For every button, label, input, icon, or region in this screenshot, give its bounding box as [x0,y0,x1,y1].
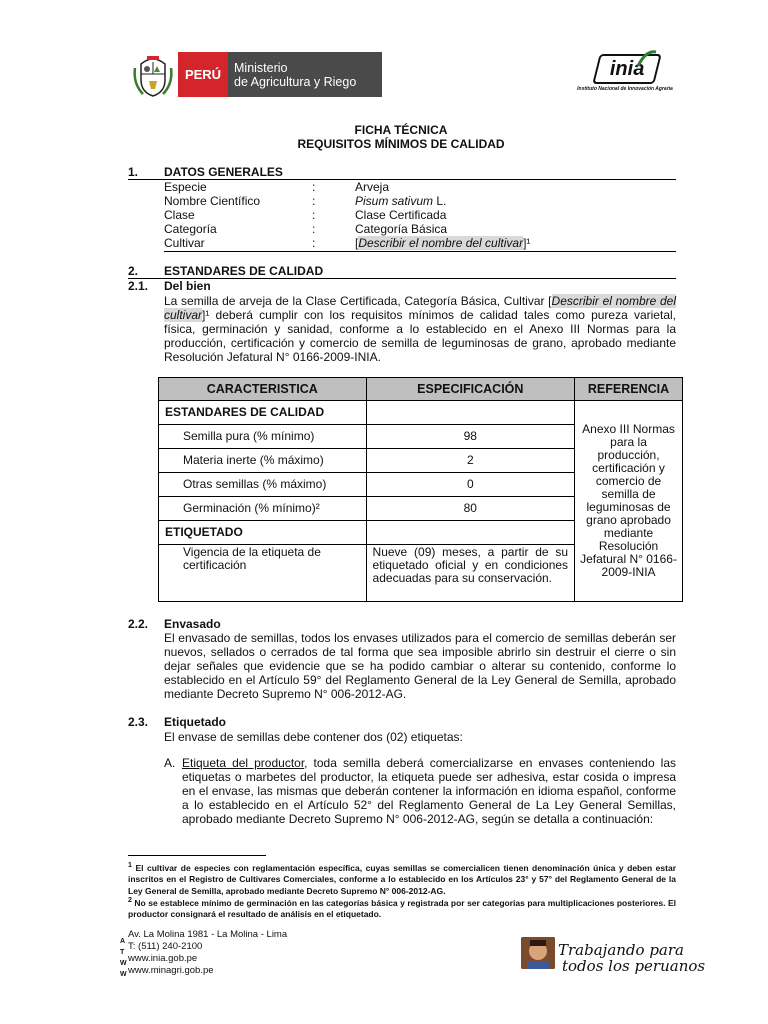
section-2-3-heading: Etiquetado [164,715,226,729]
scientific-name: Pisum sativum [355,194,434,208]
footnote-2 [128,895,676,921]
footnote-text: No se establece mínimo de germinación en las categorías básica y registrada por ser categorías para multiplicaciones posteriores. El productor consignará el resultado de análisis en el etiquetado. [128,897,676,920]
table-section-row [159,401,683,425]
footer-phone: T: (511) 240-2100 [128,941,203,952]
header-caracteristica: CARACTERISTICA [159,378,367,401]
ministry-line-1: Ministerio [234,61,288,75]
inia-subtitle: Instituto Nacional de Innovación Agraria [577,86,673,92]
data-label: Categoría [164,222,217,236]
section-1-number: 1. [128,165,139,179]
cultivar-placeholder[interactable]: Describir el nombre del cultivar [164,294,677,322]
data-label: Especie [164,180,207,194]
data-separator: : [312,180,316,194]
data-row-cultivar [164,236,684,250]
spec-cell: 0 [366,473,575,497]
footnote-separator [128,855,266,856]
footer-slogan [558,942,705,974]
section-2-2-heading: Envasado [164,617,221,631]
ministry-logo [178,52,382,97]
paragraph-text: La semilla de arveja de la Clase Certificada, Categoría Básica, Cultivar [ [164,294,552,308]
data-value [355,236,530,250]
section-2-1-number: 2.1. [128,279,149,293]
ministry-name [228,52,382,97]
section-2-3-number: 2.3. [128,715,149,729]
general-data-list [164,180,684,250]
margin-letter: T [120,949,125,956]
bracket-close: ]¹ [523,236,531,250]
empty-cell [366,521,575,545]
section-2-2-number: 2.2. [128,617,149,631]
paragraph-text: ]¹ deberá cumplir con los requisitos mínimos de calidad tales como pureza varietal, física, germinación y sanidad, conforme a lo establecido en el Anexo III Normas para la producción, certificación y comercio de semilla de leguminosas de grano, aprobado mediante Resolución Jefatural N° 0166-2009-INIA. [164,308,676,364]
peru-label: PERÚ [178,52,228,97]
data-value [355,194,446,208]
ministry-line-2: de Agricultura y Riego [234,75,357,89]
label-producer-title: Etiqueta del productor [182,756,305,770]
footnote-number: 1 [128,861,132,869]
section-2-1-paragraph [164,294,676,364]
section-1-bottom-rule [164,251,676,252]
footnote-1 [128,860,676,897]
data-value: Categoría Básica [355,222,448,236]
spec-cell: 80 [366,497,575,521]
spec-cell: 98 [366,425,575,449]
section-2-number: 2. [128,264,139,278]
child-photo [521,937,555,969]
scientific-author: L. [433,194,447,208]
characteristic-cell: Germinación (% mínimo)² [159,497,367,521]
data-separator: : [312,236,316,250]
footer-contact [128,929,287,977]
footer-web-minagri[interactable]: www.minagri.gob.pe [128,965,214,976]
header-referencia: REFERENCIA [575,378,683,401]
inia-swoosh [636,48,658,75]
item-a-paragraph [182,756,676,826]
peru-coat-of-arms [133,54,173,98]
cultivar-placeholder[interactable]: Describir el nombre del cultivar [358,236,524,250]
data-separator: : [312,222,316,236]
data-row-especie [164,180,684,194]
slogan-line-1: Trabajando para [558,941,684,959]
item-a-letter: A. [164,756,176,770]
section-1-heading: DATOS GENERALES [164,165,283,179]
title-line-1: FICHA TÉCNICA [354,123,448,137]
data-row-nombre-cientifico [164,194,684,208]
paragraph-text: , toda semilla deberá comercializarse en envases conteniendo las etiquetas o marbetes del productor, la etiqueta puede ser adhesiva, estar cosida o impresa en el envase, las mismas que deberán contener la información en idioma español, conforme a lo establecido en el Artículo 52° del Reglamento General de La Ley General Semillas, aprobado mediante Decreto Supremo N° 006-2012-AG, según se detalla a continuación: [182,756,677,826]
data-row-clase [164,208,684,222]
section-cell: ETIQUETADO [159,521,367,545]
characteristic-cell: Materia inerte (% máximo) [159,449,367,473]
data-label: Clase [164,208,195,222]
spec-cell: Nueve (09) meses, a partir de su etiquetado oficial y en condiciones adecuadas para su conservación. [366,545,575,602]
data-value: Arveja [355,180,390,194]
document-title [0,123,768,151]
characteristic-cell: Vigencia de la etiqueta de certificación [159,545,367,602]
data-row-categoria [164,222,684,236]
slogan-line-2: todos los peruanos [562,957,706,975]
data-separator: : [312,194,316,208]
data-label: Nombre Científico [164,194,261,208]
margin-letter: W [120,971,127,978]
footer-address: Av. La Molina 1981 - La Molina - Lima [128,929,288,940]
footnote-text: El cultivar de especies con reglamentación específica, cuyas semillas se comercialicen tienen denominación única y deben estar inscritos en el Registro de Cultivares Comerciales, conforme a lo establecido en los Artículos 23° y 57° del Reglamento General de la Ley General de Semilla, aprobado mediante Decreto Supremo N° 006-2012-AG. [128,862,676,896]
characteristic-cell: Semilla pura (% mínimo) [159,425,367,449]
empty-cell [366,401,575,425]
inia-logo-text: inia [609,57,645,80]
quality-table [158,377,683,602]
margin-letter: W [120,960,127,967]
characteristic-cell: Otras semillas (% máximo) [159,473,367,497]
section-cell: ESTANDARES DE CALIDAD [159,401,367,425]
bracket-open: [ [355,236,359,250]
header-especificacion: ESPECIFICACIÓN [366,378,575,401]
margin-letter: A [120,938,126,945]
section-2-2-paragraph: El envasado de semillas, todos los envases utilizados para el comercio de semillas deberán ser nuevos, sellados o cerrados de tal forma que sea imposible abrirlo sin destruir el cierre o sin dejar señales que evidencie que se ha podido cambiar o alterar su contenido, conforme lo establecido en el Artículo 59° del Reglamento General de la Ley General de Semilla, aprobado mediante Decreto Supremo N° 006-2012-AG. [164,631,676,701]
footnote-number: 2 [128,896,132,904]
title-line-2: REQUISITOS MÍNIMOS DE CALIDAD [297,137,505,151]
table-header-row [159,378,683,401]
data-label: Cultivar [164,236,205,250]
section-2-1-heading: Del bien [164,279,211,293]
section-2-heading: ESTANDARES DE CALIDAD [164,264,324,278]
footer-margin-letters [120,936,127,980]
data-value: Clase Certificada [355,208,447,222]
data-separator: : [312,208,316,222]
footer-web-inia[interactable]: www.inia.gob.pe [128,953,198,964]
section-2-3-intro: El envase de semillas debe contener dos (02) etiquetas: [164,730,463,744]
reference-cell: Anexo III Normas para la producción, certificación y comercio de semilla de leguminosas de grano aprobado mediante Resolución Jefatural N° 0166-2009-INIA [575,401,683,602]
spec-cell: 2 [366,449,575,473]
